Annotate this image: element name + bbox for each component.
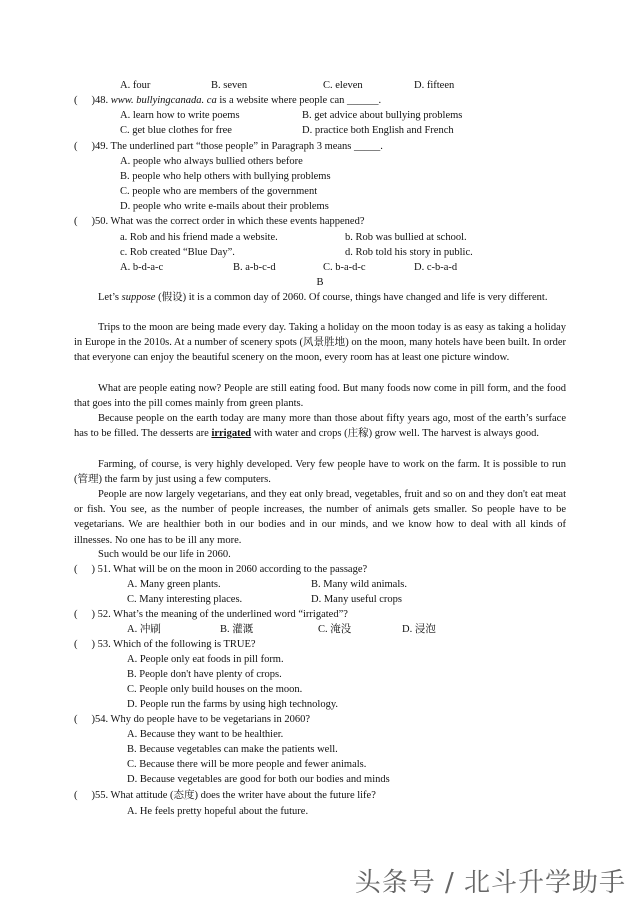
q53-option-b: B. People don't have plenty of crops. [127,669,282,680]
q47-option-c: C. eleven [323,80,363,91]
q53-stem-text: Which of the following is TRUE? [110,639,256,650]
q51-option-c: C. Many interesting places. [127,594,243,605]
passage-paragraph-4 [74,411,566,441]
q50-event-c: c. Rob created “Blue Day”. [120,247,235,258]
q52-paren: ( [74,609,78,620]
passage-paragraph-7 [74,547,566,562]
q52-option-b: B. 灌溉 [220,624,254,635]
q53-stem [74,638,256,651]
q53-option-a: A. People only eat foods in pill form. [127,654,284,665]
p3-text: What are people eating now? People are still eating food. But many foods now come in pill form, and the food that goes into the pill comes mainly from green plants. [74,383,566,410]
q48-stem-text: is a website where people can ______. [216,95,382,106]
q50-stem-text: What was the correct order in which these events happened? [108,216,365,227]
q53-option-c: C. People only build houses on the moon. [127,684,303,695]
passage-paragraph-6 [74,487,566,548]
q49-option-d: D. people who write e-mails about their problems [120,201,329,212]
q54-option-c: C. Because there will be more people and fewer animals. [127,759,367,770]
q48-option-c: C. get blue clothes for free [120,125,232,136]
q52-stem-text: What’s the meaning of the underlined word “irrigated”? [110,609,348,620]
q49-stem [74,140,383,153]
q55-option-a: A. He feels pretty hopeful about the future. [127,806,309,817]
q51-option-a: A. Many green plants. [127,579,221,590]
q52-number: ) 52. [91,609,111,620]
q49-option-a: A. people who always bullied others before [120,156,303,167]
q51-paren: ( [74,564,78,575]
p2-text: Trips to the moon are being made every day. Taking a holiday on the moon today is as easy as taking a holiday in Europe in the 2010s. At a number of scenery spots (风景胜地) on the moon, many hotels have been built. In order that everyone can enjoy the beautiful scenery on the moon, every room has at least one picture window. [74,322,566,364]
q50-option-b: B. a-b-c-d [233,262,276,273]
q50-event-b: b. Rob was bullied at school. [345,232,467,243]
q55-stem-text: What attitude (态度) does the writer have about the future life? [108,790,376,801]
q50-event-d: d. Rob told his story in public. [345,247,473,258]
q48-option-d: D. practice both English and French [302,125,454,136]
q54-paren: ( [74,714,78,725]
q55-stem [74,789,376,802]
q47-option-d: D. fifteen [414,80,455,91]
section-b-heading: B [316,277,324,288]
q49-number: )49. [91,141,109,152]
p4-text-c: with water and crops (庄稼) grow well. The harvest is always good. [251,428,539,440]
p5-text: Farming, of course, is very highly developed. Very few people have to work on the farm. It is possible to run (管理) the farm by just using a few computers. [74,459,566,486]
q51-number: ) 51. [91,564,111,575]
q52-option-a: A. 冲刷 [127,624,161,635]
q47-option-a: A. four [120,80,151,91]
q52-option-d: D. 浸泡 [402,624,436,635]
q50-stem [74,215,365,228]
q47-option-b: B. seven [211,80,248,91]
q53-option-d: D. People run the farms by using high technology. [127,699,339,710]
passage-paragraph-1 [74,290,566,305]
q51-option-d: D. Many useful crops [311,594,402,605]
p4-word-irrigated: irrigated [211,428,252,440]
p6-text: People are now largely vegetarians, and they eat only bread, vegetables, fruit and so on and they don't eat meat or fish. You see, as the number of people increases, the number of animals gets smaller. So people have to be vegetarians. We are healthier both in our bodies and in our minds, and we know how to deal with all kinds of illnesses. No one has to be ill any more. [74,489,566,546]
q50-option-d: D. c-b-a-d [414,262,458,273]
q50-option-c: C. b-a-d-c [323,262,366,273]
q50-option-a: A. b-d-a-c [120,262,164,273]
q54-option-a: A. Because they want to be healthier. [127,729,284,740]
q53-paren: ( [74,639,78,650]
passage-paragraph-2 [74,320,566,366]
q52-stem [74,608,348,621]
p1-text-c: (假设) it is a common day of 2060. Of course, things have changed and life is very different. [155,292,548,303]
q51-option-b: B. Many wild animals. [311,579,407,590]
q50-paren: ( [74,216,78,227]
q50-event-a: a. Rob and his friend made a website. [120,232,278,243]
q48-number: )48. [91,95,109,106]
q54-option-d: D. Because vegetables are good for both our bodies and minds [127,774,390,785]
p1-text-a: Let’s [98,292,122,303]
q54-stem [74,713,310,726]
q52-option-c: C. 淹没 [318,624,352,635]
q48-option-b: B. get advice about bullying problems [302,110,463,121]
passage-paragraph-3 [74,381,566,411]
q49-option-b: B. people who help others with bullying problems [120,171,331,182]
q51-stem [74,563,367,576]
q53-number: ) 53. [91,639,111,650]
q48-option-a: A. learn how to write poems [120,110,240,121]
q49-paren: ( [74,141,78,152]
passage-paragraph-5 [74,457,566,487]
q54-option-b: B. Because vegetables can make the patients well. [127,744,338,755]
q54-stem-text: Why do people have to be vegetarians in 2060? [108,714,310,725]
q54-number: )54. [91,714,109,725]
q48-paren: ( [74,95,78,106]
p4-text-a: Because people on the earth today are many more than those about fifty years ago, most of the earth’s surface has to be filled. The desserts are [74,413,566,440]
q49-stem-text: The underlined part “those people” in Paragraph 3 means _____. [108,141,383,152]
q51-stem-text: What will be on the moon in 2060 according to the passage? [110,564,368,575]
q48-stem [74,94,381,107]
q48-website: www. bullyingcanada. ca [110,95,217,106]
p7-text: Such would be our life in 2060. [98,549,231,560]
q55-paren: ( [74,790,78,801]
q50-number: )50. [91,216,109,227]
q49-option-c: C. people who are members of the government [120,186,318,197]
watermark: 头条号 / 北斗升学助手 [354,868,626,898]
p1-word-suppose: suppose [121,292,156,303]
q55-number: )55. [91,790,109,801]
